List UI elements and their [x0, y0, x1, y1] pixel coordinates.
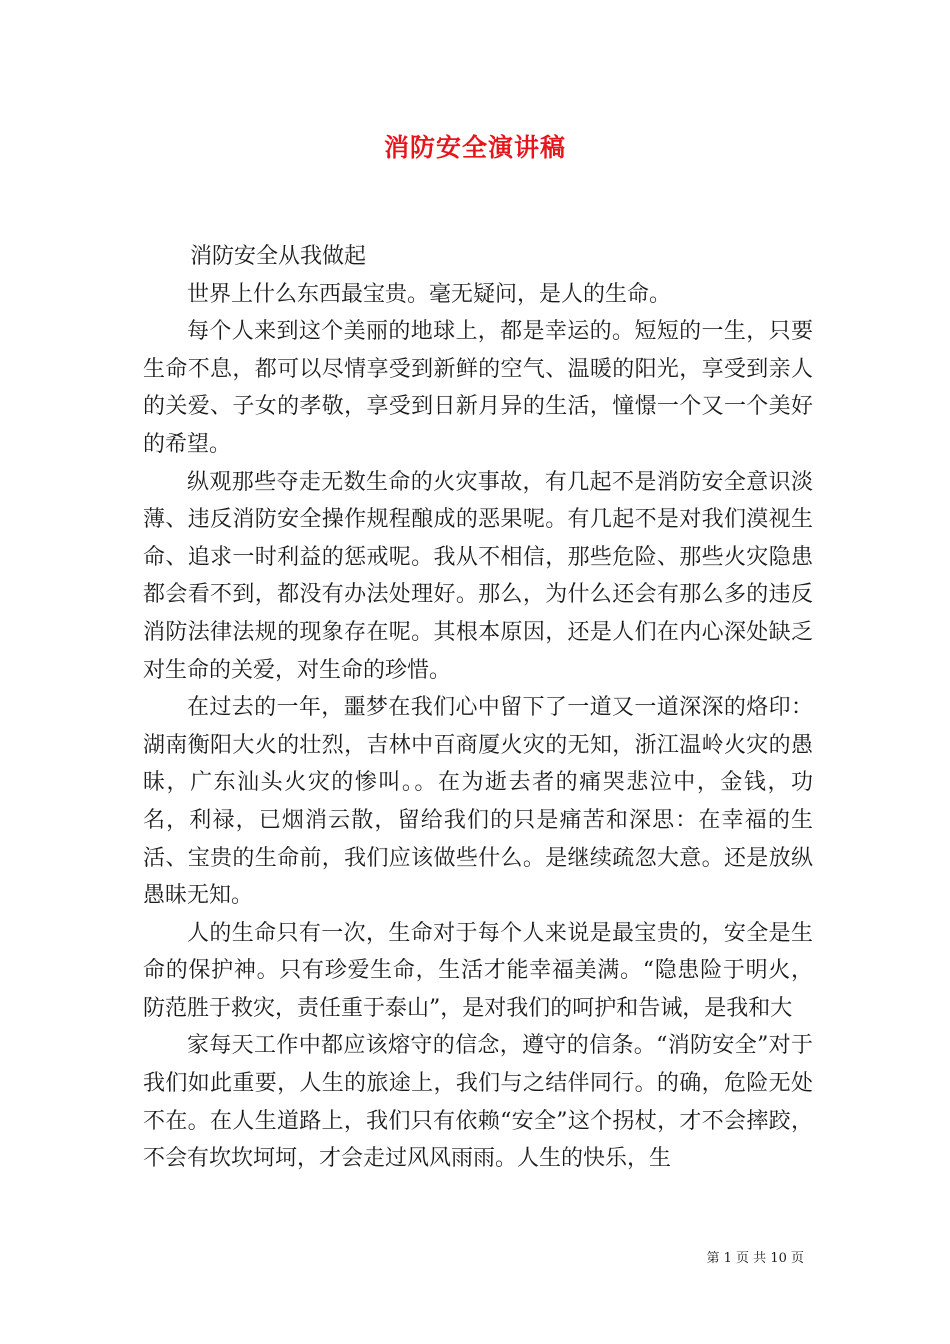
paragraph: 纵观那些夺走无数生命的火灾事故，有几起不是消防安全意识淡薄、违反消防安全操作规程酿成的恶果呢。有几起不是对我们漠视生命、追求一时利益的惩戒呢。我从不相信，那些危险、那些火灾隐患都会看不到，都没有办法处理好。那么，为什么还会有那么多的违反消防法律法规的现象存在呢。其根本原因，还是人们在内心深处缺乏对生命的关爱，对生命的珍惜。 — [143, 469, 813, 683]
document-title: 消防安全演讲稿 — [383, 133, 566, 162]
paragraph: 每个人来到这个美丽的地球上，都是幸运的。短短的一生，只要生命不息，都可以尽情享受到新鲜的空气、温暖的阳光，享受到亲人的关爱、子女的孝敬，享受到日新月异的生活，憧憬一个又一个美好的希望。 — [143, 319, 813, 457]
paragraph: 家每天工作中都应该熔守的信念，遵守的信条。“消防安全”对于我们如此重要，人生的旅途上，我们与之结伴同行。的确，危险无处不在。在人生道路上，我们只有依赖“安全”这个拐杖，才不会摔跤，不会有坎坎坷坷，才会走过风风雨雨。人生的快乐，生 — [143, 1033, 813, 1172]
paragraph: 人的生命只有一次，生命对于每个人来说是最宝贵的，安全是生命的保护神。只有珍爱生命，生活才能幸福美满。“隐患险于明火，防范胜于救灾，责任重于泰山”，是对我们的呵护和告诫，是我和大 — [143, 920, 813, 1021]
paragraph: 在过去的一年，噩梦在我们心中留下了一道又一道深深的烙印：湖南衡阳大火的壮烈，吉林中百商厦火灾的无知，浙江温岭火灾的愚昧，广东汕头火灾的惨叫。。在为逝去者的痛哭悲泣中，金钱，功名，利禄，已烟消云散，留给我们的只是痛苦和深思：在幸福的生活、宝贵的生命前，我们应该做些什么。是继续疏忽大意。还是放纵愚昧无知。 — [143, 695, 813, 909]
document-body — [143, 238, 813, 1178]
paragraph: 世界上什么东西最宝贵。毫无疑问，是人的生命。 — [187, 281, 672, 307]
speech-subtitle: 消防安全从我做起 — [190, 244, 367, 269]
page-number: 第 1 页 共 10 页 — [706, 1251, 804, 1266]
